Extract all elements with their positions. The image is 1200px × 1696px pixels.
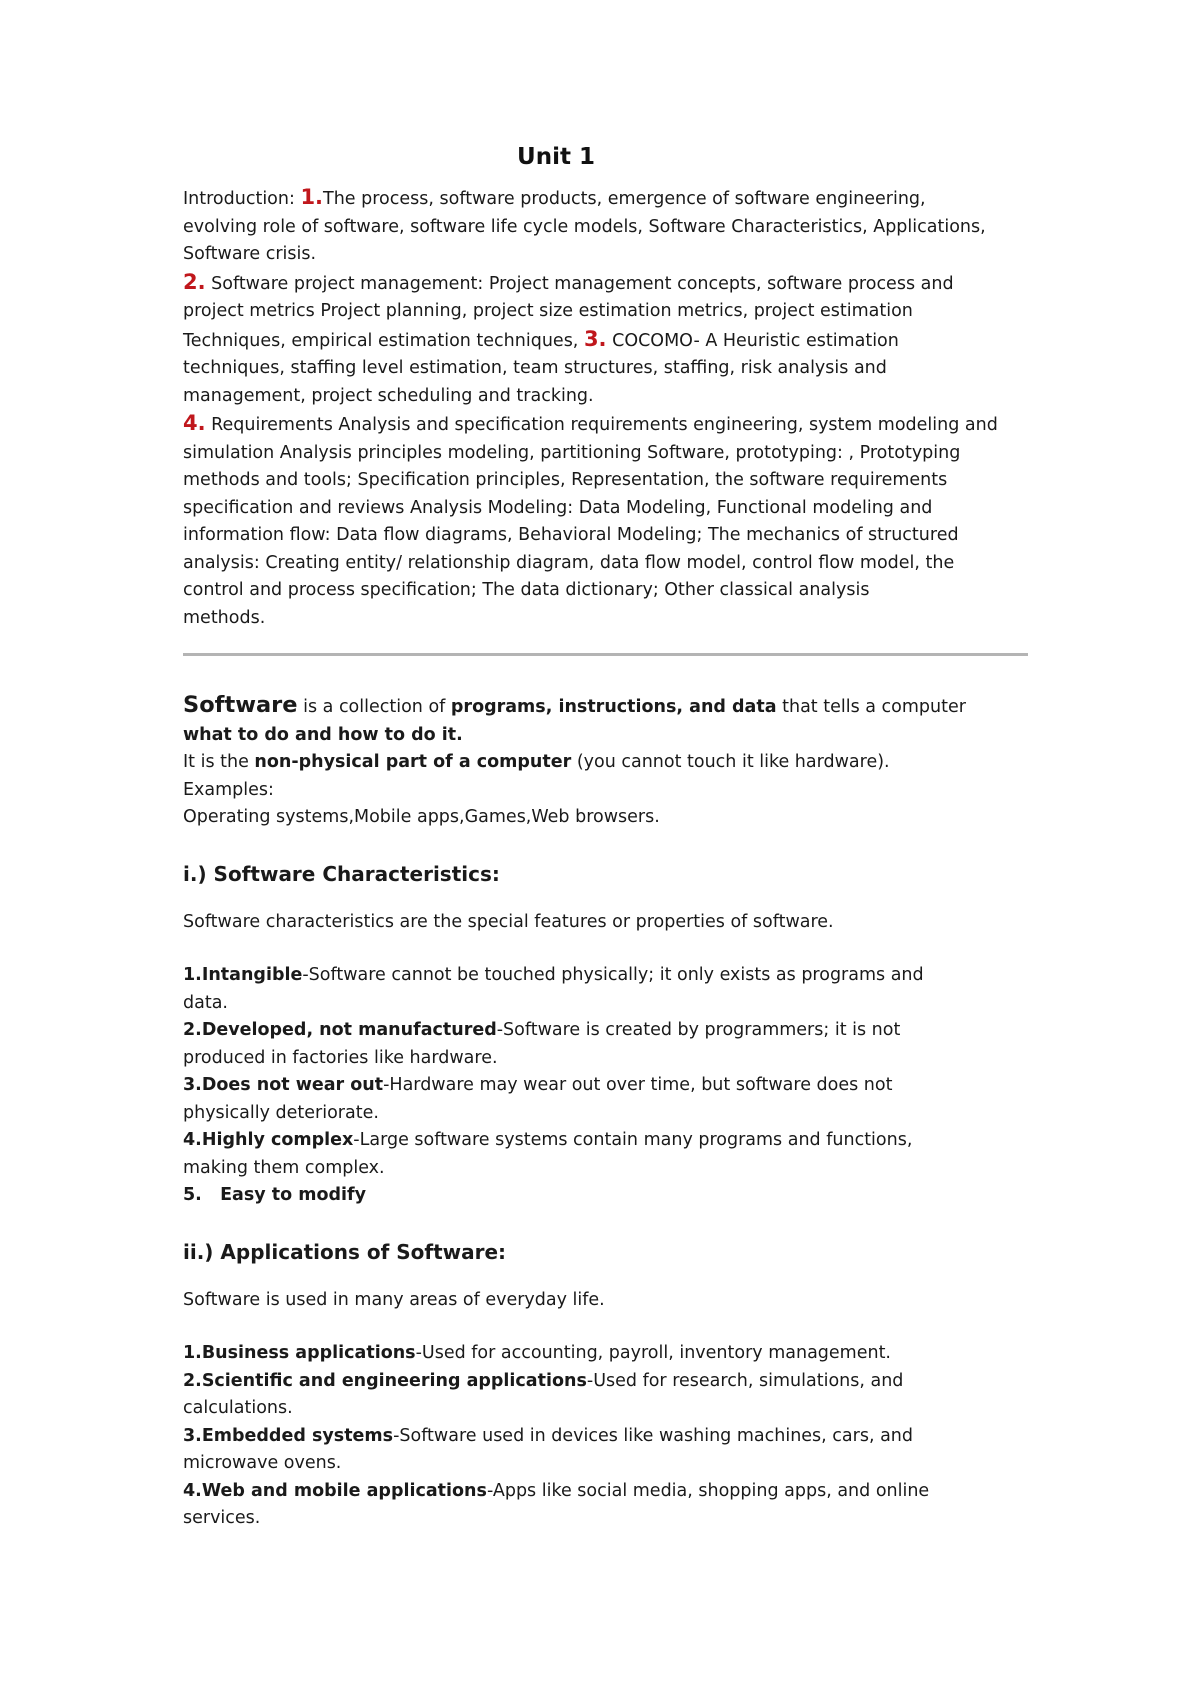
- definition-bold: programs, instructions, and data: [450, 697, 777, 717]
- definition-text: It is the: [183, 752, 255, 772]
- examples-label: Examples:: [183, 779, 274, 800]
- syllabus-line: [183, 269, 1043, 299]
- list-item: [183, 1127, 1043, 1155]
- item-text: -Hardware may wear out over time, but software does not: [383, 1075, 893, 1095]
- item-text: -Large software systems contain many programs and functions,: [353, 1130, 913, 1150]
- list-item-continued: calculations.: [183, 1398, 293, 1418]
- list-item: [183, 1340, 1043, 1368]
- horizontal-divider: [183, 653, 1028, 656]
- topic-number: 4.: [183, 411, 206, 435]
- item-title: 1.Intangible: [183, 965, 303, 985]
- list-item-continued: physically deteriorate.: [183, 1102, 379, 1123]
- topic-number: 2.: [183, 269, 206, 294]
- syllabus-section: [183, 184, 1043, 632]
- syllabus-line: control and process specification; The data dictionary; Other classical analysis: [183, 580, 870, 600]
- item-text: -Used for research, simulations, and: [586, 1370, 904, 1391]
- item-title: 1.Business applications: [183, 1343, 416, 1363]
- list-item-continued: making them complex.: [183, 1157, 385, 1178]
- definition-text: is a collection of: [297, 697, 451, 717]
- applications-list: [183, 1340, 1043, 1533]
- list-item: [183, 1182, 1043, 1210]
- definition-term: Software: [183, 692, 298, 718]
- definition-text: that tells a computer: [776, 697, 966, 717]
- list-item: [183, 1017, 1043, 1045]
- syllabus-line: Software crisis.: [183, 244, 317, 264]
- syllabus-text: Requirements Analysis and specification requirements engineering, system modeling and: [205, 415, 998, 435]
- syllabus-line: analysis: Creating entity/ relationship diagram, data flow model, control flow model, the: [183, 552, 955, 573]
- syllabus-text: Software project management: Project management concepts, software process and: [205, 273, 954, 294]
- list-item-continued: services.: [183, 1508, 261, 1528]
- syllabus-line: methods.: [183, 607, 266, 628]
- syllabus-line: techniques, staffing level estimation, team structures, staffing, risk analysis and: [183, 358, 887, 378]
- syllabus-line: specification and reviews Analysis Modeling: Data Modeling, Functional modeling and: [183, 497, 933, 518]
- syllabus-line: information flow: Data flow diagrams, Behavioral Modeling; The mechanics of structured: [183, 525, 959, 545]
- list-item: [183, 1478, 1043, 1506]
- item-title: 3.Does not wear out: [183, 1075, 384, 1095]
- item-title: 5. Easy to modify: [183, 1185, 367, 1205]
- document-body: [183, 184, 1043, 1533]
- syllabus-line: evolving role of software, software life cycle models, Software Characteristics, Applications,: [183, 216, 986, 237]
- section-intro: Software is used in many areas of everyday life.: [183, 1289, 605, 1310]
- item-title: 2.Scientific and engineering applications: [183, 1370, 587, 1391]
- syllabus-text: Techniques, empirical estimation techniques,: [183, 330, 584, 351]
- syllabus-text: COCOMO- A Heuristic estimation: [606, 330, 899, 351]
- section-heading: ii.) Applications of Software:: [183, 1239, 507, 1264]
- characteristics-section: [183, 859, 1043, 1210]
- applications-section: [183, 1237, 1043, 1533]
- item-text: -Software used in devices like washing machines, cars, and: [393, 1425, 914, 1446]
- syllabus-line: [183, 184, 1043, 214]
- list-item-continued: data.: [183, 992, 228, 1013]
- list-item-continued: microwave ovens.: [183, 1453, 342, 1473]
- definition-bold: what to do and how to do it.: [183, 724, 463, 745]
- item-title: 3.Embedded systems: [183, 1425, 394, 1446]
- definition-text: (you cannot touch it like hardware).: [571, 752, 890, 772]
- intro-label: Introduction:: [183, 189, 301, 209]
- list-item: [183, 1072, 1043, 1100]
- page-title: Unit 1: [517, 144, 595, 170]
- characteristics-list: [183, 962, 1043, 1210]
- topic-number: 1.: [300, 185, 324, 209]
- item-text: -Apps like social media, shopping apps, and online: [486, 1480, 930, 1501]
- section-heading: i.) Software Characteristics:: [183, 861, 500, 886]
- definition-line: [183, 722, 1043, 750]
- list-item: [183, 1423, 1043, 1451]
- list-item: [183, 1368, 1043, 1396]
- syllabus-line: management, project scheduling and tracking.: [183, 385, 594, 406]
- section-intro: Software characteristics are the special features or properties of software.: [183, 911, 834, 932]
- item-text: -Used for accounting, payroll, inventory management.: [415, 1343, 891, 1363]
- definition-line: [183, 692, 1043, 722]
- syllabus-line: [183, 410, 1043, 440]
- definition-line: [183, 749, 1043, 777]
- list-item: [183, 962, 1043, 990]
- item-text: -Software cannot be touched physically; it only exists as programs and: [302, 965, 924, 985]
- item-title: 4.Highly complex: [183, 1130, 354, 1150]
- definition-bold: non-physical part of a computer: [254, 752, 572, 772]
- topic-number: 3.: [583, 326, 607, 351]
- definition-section: [183, 692, 1043, 832]
- syllabus-text: The process, software products, emergence of software engineering,: [323, 189, 926, 209]
- syllabus-line: simulation Analysis principles modeling, partitioning Software, prototyping: , Prototyping: [183, 442, 961, 463]
- item-text: -Software is created by programmers; it is not: [496, 1020, 901, 1040]
- list-item-continued: produced in factories like hardware.: [183, 1047, 498, 1068]
- syllabus-line: methods and tools; Specification principles, Representation, the software requirements: [183, 470, 948, 490]
- examples-list: Operating systems,Mobile apps,Games,Web browsers.: [183, 807, 660, 827]
- syllabus-line: project metrics Project planning, project size estimation metrics, project estimation: [183, 301, 913, 321]
- item-title: 4.Web and mobile applications: [183, 1480, 487, 1501]
- item-title: 2.Developed, not manufactured: [183, 1020, 497, 1040]
- syllabus-line: [183, 326, 1043, 356]
